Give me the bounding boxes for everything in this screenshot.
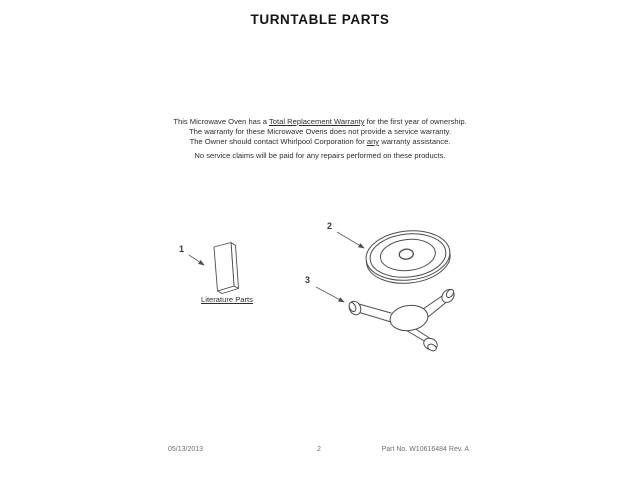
callout-arrow-2 <box>337 232 364 248</box>
warranty-line-1-pre: This Microwave Oven has a <box>173 117 269 126</box>
callout-arrow-3 <box>316 287 344 302</box>
callout-number-2: 2 <box>327 221 333 231</box>
footer-part-number: Part No. W10616484 Rev. A <box>381 446 469 453</box>
footer-page-number: 2 <box>317 446 321 453</box>
literature-booklet-drawing <box>214 243 239 294</box>
page-title: TURNTABLE PARTS <box>250 12 390 27</box>
roller-upper-right <box>439 287 456 305</box>
callout-number-3: 3 <box>305 275 311 285</box>
warranty-line-1-post: for the first year of ownership. <box>364 117 467 126</box>
turntable-tray-drawing <box>364 227 453 287</box>
warranty-line-3-underlined: any <box>366 137 380 146</box>
callout-number-1: 1 <box>179 244 185 254</box>
warranty-line-2: The warranty for these Microwave Ovens does not provide a service warranty. <box>189 127 451 136</box>
literature-parts-label: Literature Parts <box>201 295 253 304</box>
warranty-line-1-underlined: Total Replacement Warranty <box>269 117 365 126</box>
roller-bottom <box>422 336 439 352</box>
warranty-line-3-pre: The Owner should contact Whirlpool Corporation for <box>189 137 367 146</box>
turntable-support-drawing <box>347 287 457 352</box>
warranty-line-3-post: warranty assistance. <box>379 137 451 146</box>
footer-date: 05/13/2013 <box>168 446 204 453</box>
warranty-line-4: No service claims will be paid for any repairs performed on these products. <box>194 150 446 160</box>
page-footer <box>0 446 640 458</box>
callout-arrow-1 <box>189 255 204 265</box>
roller-left <box>347 299 363 316</box>
